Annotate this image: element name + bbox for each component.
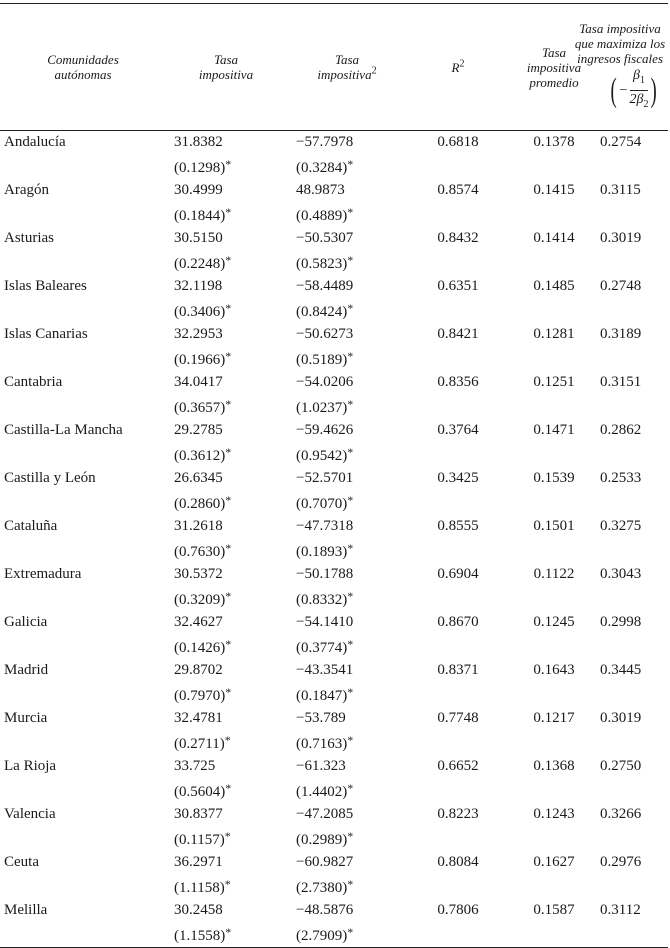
table-row [0, 515, 668, 537]
table-row [0, 227, 668, 249]
header-r2: $R^2$ [408, 4, 508, 131]
tasa2-se-cell: (1.0237)* [296, 397, 354, 416]
tasa-cell: 31.8382 [174, 134, 223, 150]
tasa2-cell: −54.0206 [296, 374, 354, 390]
tasa2-se-cell: (2.7909)* [286, 921, 408, 948]
region-cell: Castilla y León [4, 470, 96, 486]
r2-cell: 0.3425 [437, 470, 479, 486]
table-row-se [0, 249, 668, 275]
tasa-cell: 32.4781 [174, 710, 223, 726]
tasa-se-cell: (0.2711)* [174, 733, 231, 752]
table-row-se [0, 201, 668, 227]
r2-cell: 0.7748 [437, 710, 479, 726]
table-row-se [0, 921, 668, 948]
promedio-cell: 0.1217 [533, 710, 575, 726]
tasa-se-cell: (0.3406)* [174, 301, 232, 320]
tasa2-se-cell: (0.7070)* [296, 493, 354, 512]
max-cell: 0.3151 [600, 374, 642, 390]
tasa2-cell: −57.7978 [296, 134, 354, 150]
tasa-cell: 34.0417 [174, 374, 223, 390]
tasa2-cell: −48.5876 [296, 902, 354, 918]
promedio-cell: 0.1501 [533, 518, 575, 534]
header-promedio: Tasa impositiva promedio [508, 4, 600, 131]
table-row [0, 851, 668, 873]
promedio-cell: 0.1251 [533, 374, 575, 390]
tasa-cell: 31.2618 [174, 518, 223, 534]
tasa2-se-cell: (0.9542)* [296, 445, 354, 464]
r2-cell: 0.6351 [437, 278, 479, 294]
tasa-cell: 32.2953 [174, 326, 223, 342]
r2-cell: 0.8555 [437, 518, 479, 534]
table-row-se [0, 585, 668, 611]
table-row-se [0, 153, 668, 179]
promedio-cell: 0.1627 [533, 854, 575, 870]
tasa2-se-cell: (0.7163)* [296, 733, 354, 752]
region-cell: Aragón [4, 182, 49, 198]
table-row [0, 323, 668, 345]
r2-cell: 0.8371 [437, 662, 479, 678]
region-cell: Extremadura [4, 566, 82, 582]
tasa2-se-cell: (0.3774)* [296, 637, 354, 656]
tasa-se-cell: (0.1157)* [174, 829, 231, 848]
r2-cell: 0.8574 [437, 182, 479, 198]
header-maximiza: Tasa impositiva que maximiza los ingresos fiscales ( − $\frac{\beta_1}{2\beta_2}$ ) [600, 4, 668, 131]
tasa2-se-cell: (0.2989)* [296, 829, 354, 848]
tasa2-cell: −54.1410 [296, 614, 354, 630]
tasa2-cell: −53.789 [296, 710, 346, 726]
max-cell: 0.3019 [600, 230, 642, 246]
tasa-cell: 30.5372 [174, 566, 223, 582]
table-row [0, 899, 668, 921]
max-cell: 0.3275 [600, 518, 642, 534]
tasa2-cell: −50.6273 [296, 326, 354, 342]
tasa2-se-cell: (0.4889)* [296, 205, 354, 224]
max-cell: 0.2533 [600, 470, 642, 486]
promedio-cell: 0.1587 [533, 902, 575, 918]
promedio-cell: 0.1471 [533, 422, 575, 438]
region-cell: Asturias [4, 230, 54, 246]
r2-cell: 0.8421 [437, 326, 479, 342]
r2-cell: 0.7806 [437, 902, 479, 918]
tasa2-cell: 48.9873 [296, 182, 345, 198]
r2-cell: 0.8084 [437, 854, 479, 870]
region-cell: Cantabria [4, 374, 63, 390]
tasa-cell: 30.5150 [174, 230, 223, 246]
region-cell: Madrid [4, 662, 49, 678]
table-row [0, 179, 668, 201]
tasa-se-cell: (0.3612)* [174, 445, 232, 464]
tasa-se-cell: (0.5604)* [174, 781, 232, 800]
r2-cell: 0.8223 [437, 806, 479, 822]
tasa2-cell: −47.7318 [296, 518, 354, 534]
max-cell: 0.2754 [600, 134, 642, 150]
tasa2-cell: −61.323 [296, 758, 346, 774]
tasa2-se-cell: (0.5823)* [296, 253, 354, 272]
tasa-cell: 29.8702 [174, 662, 223, 678]
table-row [0, 659, 668, 681]
table-row [0, 611, 668, 633]
table-row-se [0, 537, 668, 563]
table-row-se [0, 633, 668, 659]
r2-cell: 0.8356 [437, 374, 479, 390]
region-cell: La Rioja [4, 758, 57, 774]
tasa-cell: 32.4627 [174, 614, 223, 630]
tasa2-cell: −50.5307 [296, 230, 354, 246]
tasa2-se-cell: (0.3284)* [296, 157, 354, 176]
tasa-se-cell: (0.2248)* [174, 253, 232, 272]
promedio-cell: 0.1643 [533, 662, 575, 678]
r2-cell: 0.6904 [437, 566, 479, 582]
tasa-se-cell: (0.7630)* [174, 541, 232, 560]
table-row [0, 275, 668, 297]
header-tasa: Tasa impositiva [166, 4, 286, 131]
region-cell: Galicia [4, 614, 48, 630]
tasa2-cell: −59.4626 [296, 422, 354, 438]
tasa-cell: 32.1198 [174, 278, 223, 294]
tasa2-se-cell: (1.4402)* [296, 781, 354, 800]
tasa-se-cell: (1.1558)* [166, 921, 286, 948]
max-cell: 0.3043 [600, 566, 642, 582]
table-row [0, 755, 668, 777]
max-cell: 0.3266 [600, 806, 642, 822]
table-row-se [0, 393, 668, 419]
tasa-cell: 33.725 [174, 758, 216, 774]
tasa-cell: 26.6345 [174, 470, 223, 486]
promedio-cell: 0.1378 [533, 134, 575, 150]
tasa-se-cell: (0.3209)* [174, 589, 232, 608]
tasa2-cell: −47.2085 [296, 806, 354, 822]
max-cell: 0.3445 [600, 662, 642, 678]
promedio-cell: 0.1281 [533, 326, 575, 342]
table-row-se [0, 873, 668, 899]
table-row-se [0, 825, 668, 851]
tasa2-se-cell: (2.7380)* [296, 877, 354, 896]
tasa-se-cell: (0.1426)* [174, 637, 232, 656]
tasa2-cell: −52.5701 [296, 470, 354, 486]
region-cell: Castilla-La Mancha [4, 422, 123, 438]
tasa2-se-cell: (0.8332)* [296, 589, 354, 608]
tasa-se-cell: (0.1298)* [174, 157, 232, 176]
promedio-cell: 0.1539 [533, 470, 575, 486]
tasa-se-cell: (0.2860)* [174, 493, 232, 512]
max-cell: 0.2750 [600, 758, 642, 774]
table-body [0, 131, 668, 948]
table-row [0, 419, 668, 441]
table-row [0, 371, 668, 393]
promedio-cell: 0.1122 [533, 566, 575, 582]
max-cell: 0.3189 [600, 326, 642, 342]
table-row-se [0, 777, 668, 803]
promedio-cell: 0.1415 [533, 182, 575, 198]
table-row-se [0, 681, 668, 707]
max-cell: 0.2998 [600, 614, 642, 630]
region-cell: Cataluña [4, 518, 58, 534]
r2-cell: 0.6652 [437, 758, 479, 774]
tasa-cell: 30.2458 [174, 902, 223, 918]
tasa2-se-cell: (0.1847)* [296, 685, 354, 704]
promedio-cell: 0.1485 [533, 278, 575, 294]
r2-cell: 0.8432 [437, 230, 479, 246]
region-cell: Islas Canarias [4, 326, 88, 342]
tasa2-se-cell: (0.8424)* [296, 301, 354, 320]
promedio-cell: 0.1245 [533, 614, 575, 630]
table-row [0, 803, 668, 825]
region-cell: Islas Baleares [4, 278, 87, 294]
max-cell: 0.3019 [600, 710, 642, 726]
header-tasa2: Tasa impositiva$^2$ [286, 4, 408, 131]
max-cell: 0.3115 [600, 182, 641, 198]
table-row-se [0, 345, 668, 371]
table-row-se [0, 297, 668, 323]
tasa-cell: 30.8377 [174, 806, 223, 822]
header-comunidades: Comunidades autónomas [0, 4, 166, 131]
max-cell: 0.2748 [600, 278, 642, 294]
table-row [0, 467, 668, 489]
tasa2-se-cell: (0.1893)* [296, 541, 354, 560]
tasa-cell: 29.2785 [174, 422, 223, 438]
tasa-cell: 30.4999 [174, 182, 223, 198]
r2-cell: 0.3764 [437, 422, 479, 438]
tasa2-cell: −60.9827 [296, 854, 354, 870]
region-cell: Andalucía [4, 134, 66, 150]
beta-formula: ( − $\frac{\beta_1}{2\beta_2}$ ) [610, 68, 658, 110]
tasa-se-cell: (0.1966)* [174, 349, 232, 368]
table-row-se [0, 729, 668, 755]
table-row-se [0, 441, 668, 467]
region-cell: Melilla [4, 902, 48, 918]
region-cell: Valencia [4, 806, 56, 822]
tasa-se-cell: (0.7970)* [174, 685, 232, 704]
table-row [0, 563, 668, 585]
tasa-se-cell: (1.1158)* [174, 877, 231, 896]
max-cell: 0.2976 [600, 854, 642, 870]
table-row-se [0, 489, 668, 515]
r2-cell: 0.8670 [437, 614, 479, 630]
tasa2-se-cell: (0.5189)* [296, 349, 354, 368]
r2-cell: 0.6818 [437, 134, 479, 150]
tasa2-cell: −50.1788 [296, 566, 354, 582]
tasa2-cell: −43.3541 [296, 662, 354, 678]
tasa-se-cell: (0.1844)* [174, 205, 232, 224]
tasa2-cell: −58.4489 [296, 278, 354, 294]
tasa-se-cell: (0.3657)* [174, 397, 232, 416]
promedio-cell: 0.1368 [533, 758, 575, 774]
table-row [0, 707, 668, 729]
header-row [0, 4, 668, 131]
promedio-cell: 0.1414 [533, 230, 575, 246]
max-cell: 0.3112 [600, 902, 641, 918]
regression-table [0, 3, 668, 948]
max-cell: 0.2862 [600, 422, 642, 438]
region-cell: Ceuta [4, 854, 39, 870]
promedio-cell: 0.1243 [533, 806, 575, 822]
table-row [0, 131, 668, 154]
region-cell: Murcia [4, 710, 48, 726]
tasa-cell: 36.2971 [174, 854, 223, 870]
